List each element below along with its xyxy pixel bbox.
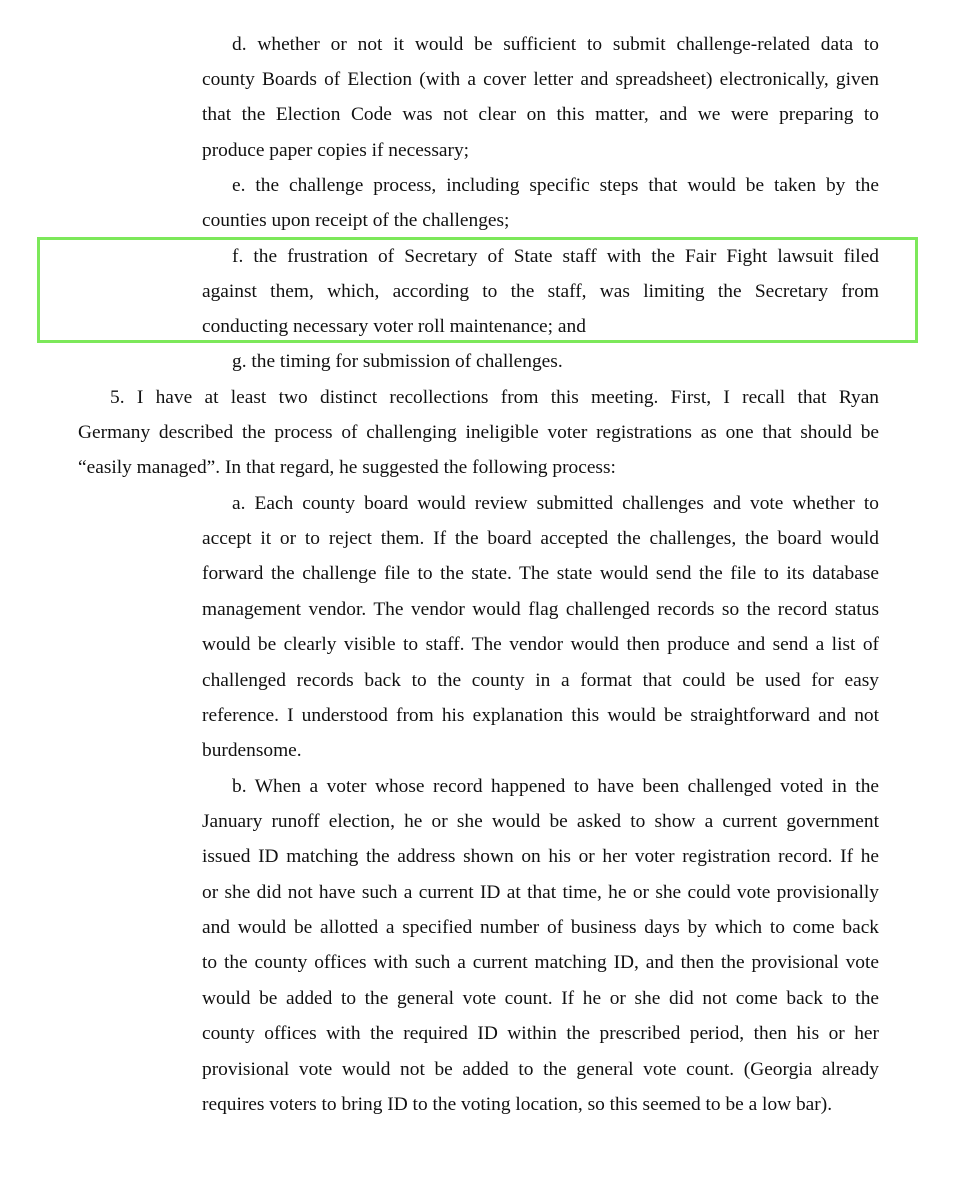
- item-d-line-1: d. whether or not it would be sufficient to submit challenge-related data to: [232, 34, 879, 55]
- item-d-line-2: county Boards of Election (with a cover letter and spreadsheet) electronically, given: [202, 69, 879, 90]
- item-b-line-5: and would be allotted a specified number of business days by which to come back: [202, 917, 879, 938]
- item-a-line-8: burdensome.: [202, 740, 302, 761]
- item-g-line-1: g. the timing for submission of challenges.: [232, 351, 563, 372]
- item-b-line-10: requires voters to bring ID to the voting location, so this seemed to be a low bar).: [202, 1094, 833, 1115]
- item-f-line-1: f. the frustration of Secretary of State staff with the Fair Fight lawsuit filed: [232, 246, 879, 267]
- item-f-line-3: conducting necessary voter roll maintenance; and: [202, 316, 586, 337]
- item-f-line-2: against them, which, according to the staff, was limiting the Secretary from: [202, 281, 879, 302]
- item-b-line-4: or she did not have such a current ID at that time, he or she could vote provisionally: [202, 882, 879, 903]
- item-a-line-1: a. Each county board would review submitted challenges and vote whether to: [232, 493, 879, 514]
- para-5-line-3: “easily managed”. In that regard, he suggested the following process:: [78, 457, 616, 478]
- item-b-line-3: issued ID matching the address shown on his or her voter registration record. If he: [202, 846, 879, 867]
- item-e-line-2: counties upon receipt of the challenges;: [202, 210, 510, 231]
- item-b-line-7: would be added to the general vote count. If he or she did not come back to the: [202, 988, 879, 1009]
- item-b-line-6: to the county offices with such a current matching ID, and then the provisional vote: [202, 952, 879, 973]
- item-a-line-6: challenged records back to the county in a format that could be used for easy: [202, 670, 879, 691]
- item-b-line-2: January runoff election, he or she would be asked to show a current government: [202, 811, 879, 832]
- item-a-line-4: management vendor. The vendor would flag challenged records so the record status: [202, 599, 879, 620]
- item-b-line-1: b. When a voter whose record happened to have been challenged voted in the: [232, 776, 879, 797]
- item-b-line-8: county offices with the required ID within the prescribed period, then his or her: [202, 1023, 879, 1044]
- item-b-line-9: provisional vote would not be added to the general vote count. (Georgia already: [202, 1059, 879, 1080]
- para-5-line-2: Germany described the process of challenging ineligible voter registrations as one that should be: [78, 422, 879, 443]
- item-a-line-3: forward the challenge file to the state. The state would send the file to its database: [202, 563, 879, 584]
- item-d-line-3: that the Election Code was not clear on this matter, and we were preparing to: [202, 104, 879, 125]
- para-5-line-1: 5. I have at least two distinct recollections from this meeting. First, I recall that Ryan: [110, 387, 879, 408]
- item-a-line-7: reference. I understood from his explanation this would be straightforward and not: [202, 705, 879, 726]
- item-e-line-1: e. the challenge process, including specific steps that would be taken by the: [232, 175, 879, 196]
- item-a-line-2: accept it or to reject them. If the board accepted the challenges, the board would: [202, 528, 879, 549]
- item-a-line-5: would be clearly visible to staff. The vendor would then produce and send a list of: [202, 634, 879, 655]
- item-d-line-4: produce paper copies if necessary;: [202, 140, 470, 161]
